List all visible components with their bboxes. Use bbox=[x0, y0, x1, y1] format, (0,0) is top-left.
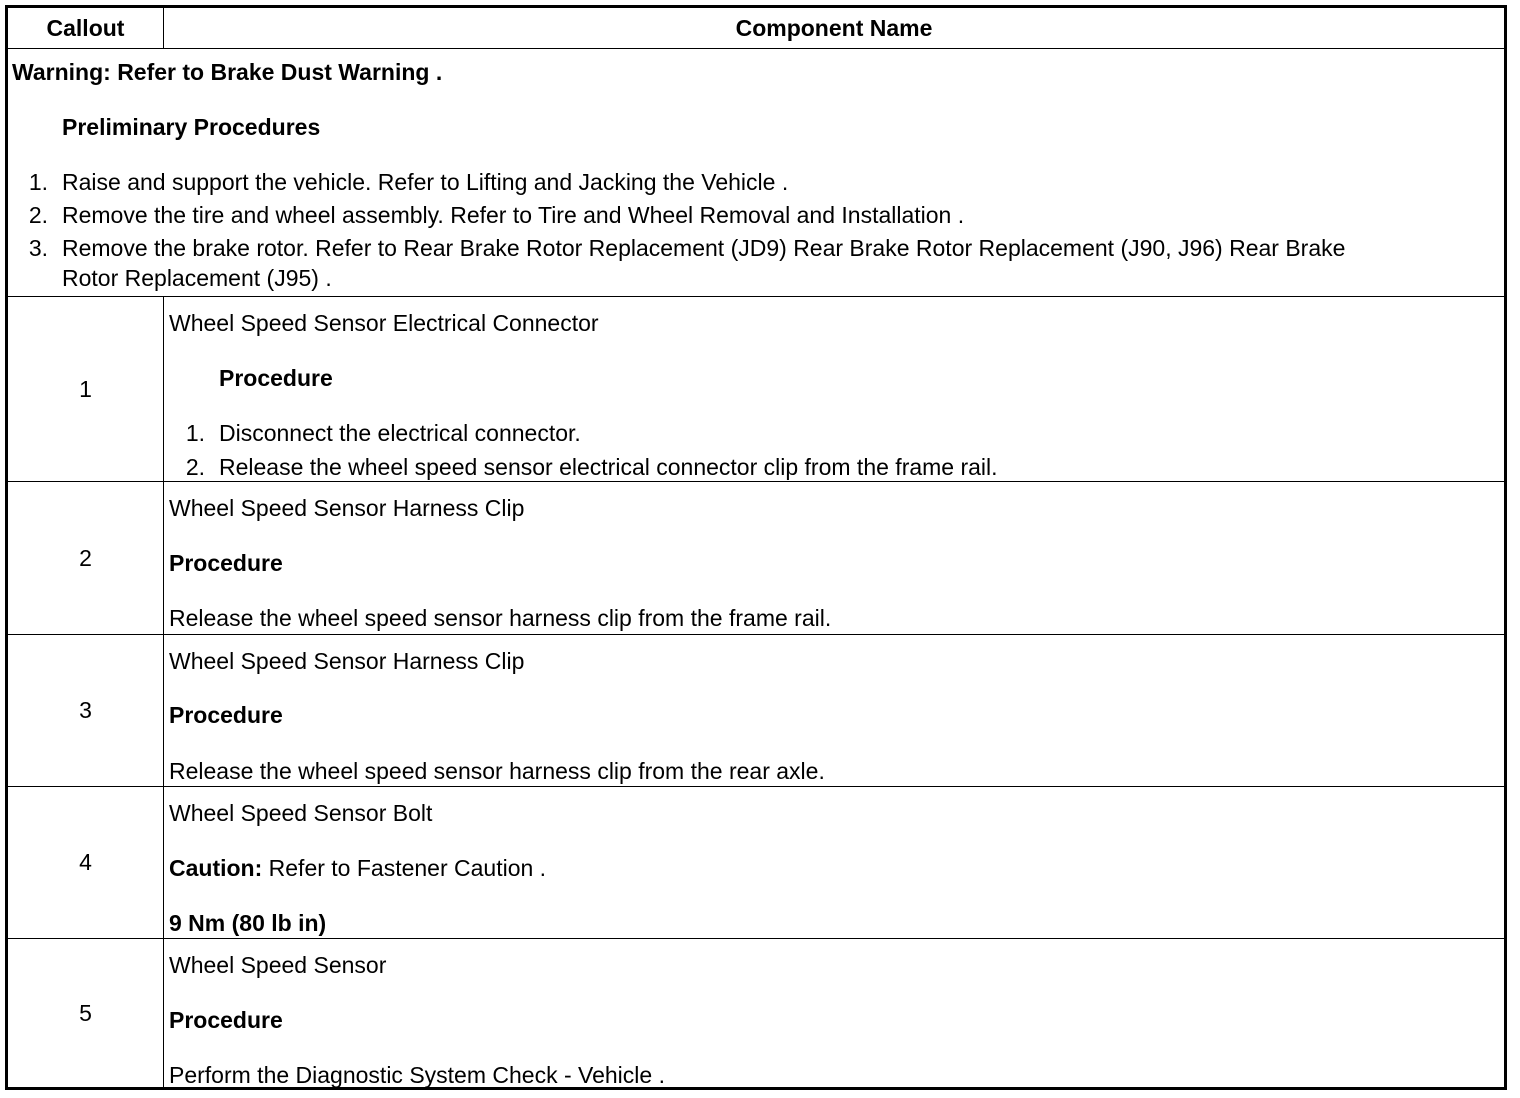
callout-number: 2 bbox=[79, 544, 92, 571]
prelim-step-3-number: 3. bbox=[28, 235, 48, 261]
table-row bbox=[8, 482, 1504, 635]
component-cell bbox=[164, 482, 1504, 634]
procedure-text: Perform the Diagnostic System Check - Vehicle . bbox=[169, 1062, 665, 1088]
warning-line bbox=[12, 58, 442, 86]
step-1-text: Disconnect the electrical connector. bbox=[219, 420, 581, 446]
callout-cell bbox=[8, 482, 164, 634]
caution-label: Caution: bbox=[169, 855, 263, 881]
procedure-table bbox=[5, 5, 1507, 1090]
procedure-heading: Procedure bbox=[169, 702, 283, 728]
table-row bbox=[8, 635, 1504, 787]
table-row bbox=[8, 297, 1504, 482]
prelim-step-2-text: Remove the tire and wheel assembly. Refer to Tire and Wheel Removal and Installation . bbox=[62, 202, 965, 228]
callout-number: 3 bbox=[79, 697, 92, 723]
procedure-heading: Procedure bbox=[169, 1007, 283, 1033]
prelim-step-3-text-line1: Remove the brake rotor. Refer to Rear Brake Rotor Replacement (JD9) Rear Brake Rotor Replacement (J90, J96) Rear Brake bbox=[62, 235, 1346, 261]
callout-column-header bbox=[8, 8, 164, 48]
procedure-heading: Procedure bbox=[169, 550, 283, 576]
callout-cell bbox=[8, 939, 164, 1087]
prelim-step-1-number: 1. bbox=[28, 169, 48, 195]
step-1-number: 1. bbox=[185, 420, 205, 446]
torque-spec: 9 Nm (80 lb in) bbox=[169, 910, 327, 936]
preliminary-heading: Preliminary Procedures bbox=[62, 114, 321, 140]
table-header-row bbox=[8, 8, 1504, 49]
component-cell bbox=[164, 297, 1504, 481]
component-name: Wheel Speed Sensor Harness Clip bbox=[169, 648, 525, 674]
component-name-column-header bbox=[164, 8, 1504, 48]
preliminary-row bbox=[8, 49, 1504, 297]
warning-text: Refer to Brake Dust Warning . bbox=[117, 59, 443, 85]
component-name: Wheel Speed Sensor Harness Clip bbox=[169, 495, 525, 521]
warning-label: Warning: bbox=[12, 59, 111, 85]
callout-header-label: Callout bbox=[46, 14, 125, 41]
component-cell bbox=[164, 939, 1504, 1087]
component-cell bbox=[164, 635, 1504, 786]
callout-cell bbox=[8, 787, 164, 938]
callout-number: 1 bbox=[79, 375, 92, 402]
caution-line bbox=[169, 854, 546, 882]
callout-number: 5 bbox=[79, 999, 92, 1026]
step-2-text: Release the wheel speed sensor electrical connector clip from the frame rail. bbox=[219, 454, 998, 480]
procedure-heading: Procedure bbox=[219, 365, 333, 391]
prelim-step-1-text: Raise and support the vehicle. Refer to Lifting and Jacking the Vehicle . bbox=[62, 169, 789, 195]
callout-cell bbox=[8, 297, 164, 481]
callout-number: 4 bbox=[79, 849, 92, 875]
procedure-text: Release the wheel speed sensor harness clip from the rear axle. bbox=[169, 758, 825, 784]
table-row bbox=[8, 939, 1504, 1087]
step-2-number: 2. bbox=[185, 454, 205, 480]
component-cell bbox=[164, 787, 1504, 938]
prelim-step-3-text-line2: Rotor Replacement (J95) . bbox=[62, 265, 332, 291]
table-row bbox=[8, 787, 1504, 939]
component-name: Wheel Speed Sensor Bolt bbox=[169, 800, 433, 826]
callout-cell bbox=[8, 635, 164, 786]
caution-text: Refer to Fastener Caution . bbox=[268, 855, 547, 881]
prelim-step-2-number: 2. bbox=[28, 202, 48, 228]
component-name-header-label: Component Name bbox=[735, 14, 933, 41]
component-name: Wheel Speed Sensor Electrical Connector bbox=[169, 310, 599, 336]
procedure-text: Release the wheel speed sensor harness clip from the frame rail. bbox=[169, 605, 832, 631]
component-name: Wheel Speed Sensor bbox=[169, 952, 387, 978]
